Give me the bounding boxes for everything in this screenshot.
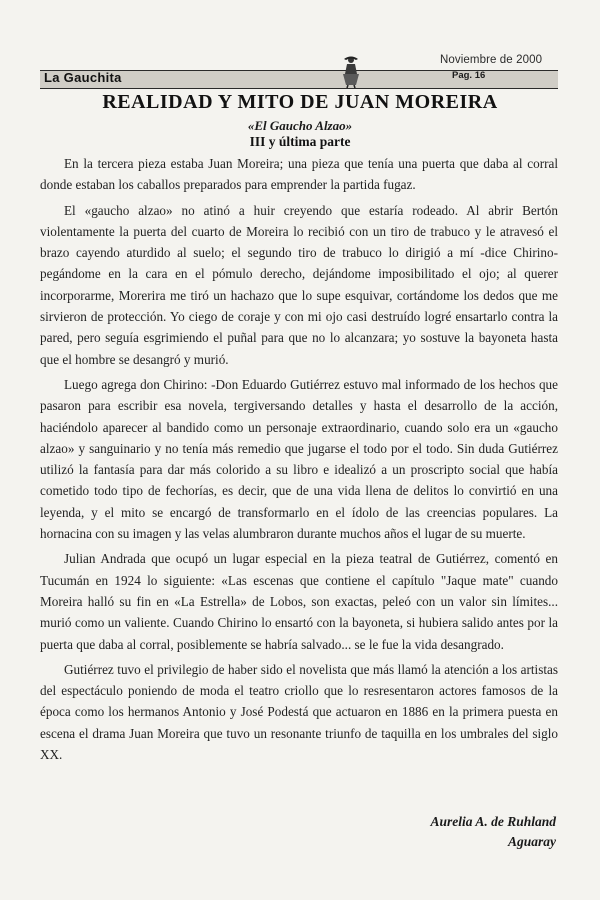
author-signature: Aurelia A. de Ruhland (430, 814, 556, 829)
paragraph-5: Gutiérrez tuvo el privilegio de haber sido el novelista que más llamó la atención a los artistas del espectáculo poniendo de moda el teatro criollo que lo resresentaron actores famosos de la época como los hermanos Antonio y José Podestá que actuaron en 1886 en la primera puesta en escena el drama Juan Moreira que tuvo un resonante triunfo de taquilla en los umbrales del siglo XX. (40, 661, 558, 763)
page-number: Pag. 16 (452, 70, 486, 81)
paragraph-3: Luego agrega don Chirino: -Don Eduardo Gutiérrez estuvo mal informado de los hechos que pasaron para escribir esa novela, tergiversando detalles y hasta el desarrollo de la acción, haciéndolo aparecer al bandido como un personaje extraordinario, cuando solo era un «gaucho alzao» y sanguinario y no tenía más remedio que jugarse el todo por el todo. Sin duda Gutiérrez utilizó la fantasía para dar más colorido a su libro e idealizó a un proscripto social que había cometido todo tipo de fechorías, es decir, que de una vida llena de delitos lo convirtió en una leyenda, y el mito se encargó de transformarlo en el ídolo de las creencias populares. La hornacina con su imagen y las velas alumbraron durante muchos años el lugar de su muerte. (40, 376, 558, 542)
paragraph-2: El «gaucho alzao» no atinó a huir creyendo que estaría rodeado. Al abrir Bertón violentamente la puerta del cuarto de Moreira lo recibió con un tiro de trabuco y le atravesó el brazo cayendo aturdido al suelo; el segundo tiro de trabuco lo dirigió a mí -dice Chirino- pegándome en la cara en el pómulo derecho, dejándome imposibilitado el ojo; al querer incorporarme, Morerira me tiró un hachazo que lo supe esquivar, cortándome los dedos que me sirvieron de protección. Yo ciego de coraje y con mi ojo casi destruído logré ensartarlo contra la pared, pero seguía esgrimiendo el puñal para que no lo alcanzara; yo sostuve la bayoneta hasta que el hombre se desangró y murió. (40, 202, 558, 367)
paragraph-4: Julian Andrada que ocupó un lugar especial en la pieza teatral de Gutiérrez, comentó en Tucumán en 1924 lo siguiente: «Las escenas que contiene el capítulo "Jaque mate" cuando Moreira halló su fin en «La Estrella» de Lobos, son exactas, peleó con un valor sin límites... murió como un valiente. Cuando Chirino lo ensartó con la bayoneta, si hubiera salido antes por la puerta que daba al corral, posiblemente se habría salvado... se le fue la vida desangrado. (40, 551, 558, 652)
article-subtitle: «El Gaucho Alzao» (247, 118, 353, 133)
article-body (40, 153, 558, 769)
publication-logo: La Gauchita (44, 70, 122, 85)
paragraph-1: En la tercera pieza estaba Juan Moreira; una pieza que tenía una puerta que daba al corral donde estaban los caballos preparados para emprender la partida fugaz. (40, 156, 558, 193)
author-location: Aguaray (507, 834, 556, 849)
article-part: III y última parte (249, 134, 351, 149)
article-title: REALIDAD Y MITO DE JUAN MOREIRA (102, 91, 498, 113)
issue-date: Noviembre de 2000 (440, 54, 543, 66)
gaucho-figure-icon (336, 54, 366, 88)
